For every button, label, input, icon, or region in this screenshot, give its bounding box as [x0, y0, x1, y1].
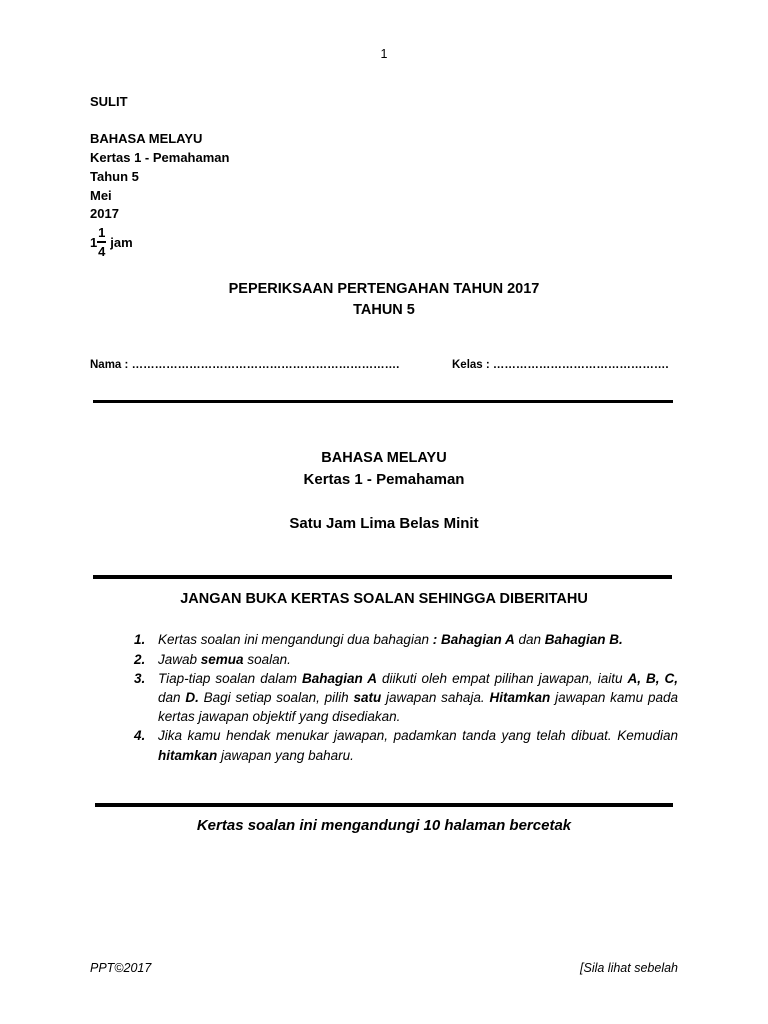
instruction-emphasis: Bahagian B.	[544, 632, 623, 648]
name-blank: …………………………………………………………….	[131, 359, 400, 371]
header-subject: BAHASA MELAYU	[90, 131, 203, 147]
instruction-text: jawapan sahaja.	[381, 689, 490, 705]
page-count-note: Kertas soalan ini mengandungi 10 halaman bercetak	[196, 817, 572, 834]
instruction-item	[134, 630, 678, 649]
instruction-line	[134, 726, 678, 745]
fraction-numerator: 1	[98, 225, 106, 241]
class-blank: ……………………………………….	[492, 359, 669, 371]
instruction-emphasis: D.	[185, 689, 199, 705]
instruction-line	[158, 688, 678, 707]
instruction-item	[134, 669, 679, 727]
instructions-list	[134, 630, 679, 764]
header-month: Mei	[90, 187, 112, 203]
instruction-line	[134, 650, 678, 669]
divider-rule	[93, 575, 672, 579]
paper-subject: BAHASA MELAYU	[321, 450, 447, 466]
class-field	[452, 357, 669, 373]
instruction-text: Bagi setiap soalan, pilih	[198, 689, 354, 705]
page-number: 1	[380, 47, 388, 61]
header-spacer	[90, 112, 229, 131]
instruction-line	[158, 746, 678, 765]
instruction-number: 3.	[134, 670, 146, 686]
paper-duration: Satu Jam Lima Belas Minit	[289, 515, 479, 532]
header-year-level: Tahun 5	[90, 168, 139, 184]
duration-unit: jam	[110, 234, 133, 250]
instruction-number: 4.	[134, 728, 146, 744]
instructions-heading: JANGAN BUKA KERTAS SOALAN SEHINGGA DIBERITAHU	[180, 591, 588, 607]
instruction-emphasis: : Bahagian A	[432, 632, 515, 648]
instruction-text: jawapan kamu pada	[550, 689, 679, 705]
instruction-text: Kertas soalan ini mengandungi dua bahagian	[158, 632, 433, 648]
instruction-emphasis: Hitamkan	[489, 689, 551, 705]
instruction-line	[134, 630, 678, 649]
footer-copyright: PPT©2017	[90, 961, 152, 975]
instruction-emphasis: semua	[200, 651, 244, 667]
name-field	[90, 357, 399, 373]
header-block	[90, 93, 229, 224]
instruction-emphasis: satu	[353, 689, 382, 705]
instruction-item	[134, 726, 678, 764]
exam-title: PEPERIKSAAN PERTENGAHAN TAHUN 2017	[228, 281, 540, 297]
instruction-text: dan	[514, 632, 545, 648]
instruction-text: Tiap-tiap soalan dalam	[158, 670, 302, 686]
instruction-text: dan	[158, 689, 186, 705]
classification-label: SULIT	[90, 94, 128, 109]
instruction-text: jawapan yang baharu.	[217, 747, 354, 763]
duration-fraction	[97, 224, 106, 260]
instruction-number: 2.	[134, 651, 146, 667]
instruction-emphasis: A, B, C,	[627, 670, 678, 686]
name-label: Nama :	[90, 359, 129, 371]
instruction-text: Jawab	[158, 651, 201, 667]
exam-level: TAHUN 5	[353, 302, 415, 318]
instruction-emphasis: Bahagian A	[301, 670, 378, 686]
paper-title: Kertas 1 - Pemahaman	[303, 471, 465, 488]
header-duration	[90, 223, 133, 261]
instruction-text: Jika kamu hendak menukar jawapan, padamkan tanda yang telah dibuat. Kemudian	[158, 728, 678, 744]
fraction-denominator: 4	[98, 243, 106, 259]
instruction-item	[134, 650, 678, 669]
instruction-line	[158, 707, 678, 726]
class-label: Kelas :	[452, 359, 490, 371]
divider-rule	[93, 400, 673, 403]
instruction-text: soalan.	[243, 651, 291, 667]
header-paper: Kertas 1 - Pemahaman	[90, 150, 230, 166]
header-year: 2017	[90, 206, 119, 222]
divider-rule	[95, 803, 673, 807]
instruction-line	[134, 669, 678, 688]
duration-whole: 1	[90, 234, 98, 250]
instruction-emphasis: hitamkan	[158, 747, 218, 763]
instruction-text: diikuti oleh empat pilihan jawapan, iaitu	[377, 670, 628, 686]
footer-turn-page: [Sila lihat sebelah	[580, 961, 678, 975]
instruction-number: 1.	[134, 632, 146, 648]
instruction-text: kertas jawapan objektif yang disediakan.	[158, 709, 401, 725]
